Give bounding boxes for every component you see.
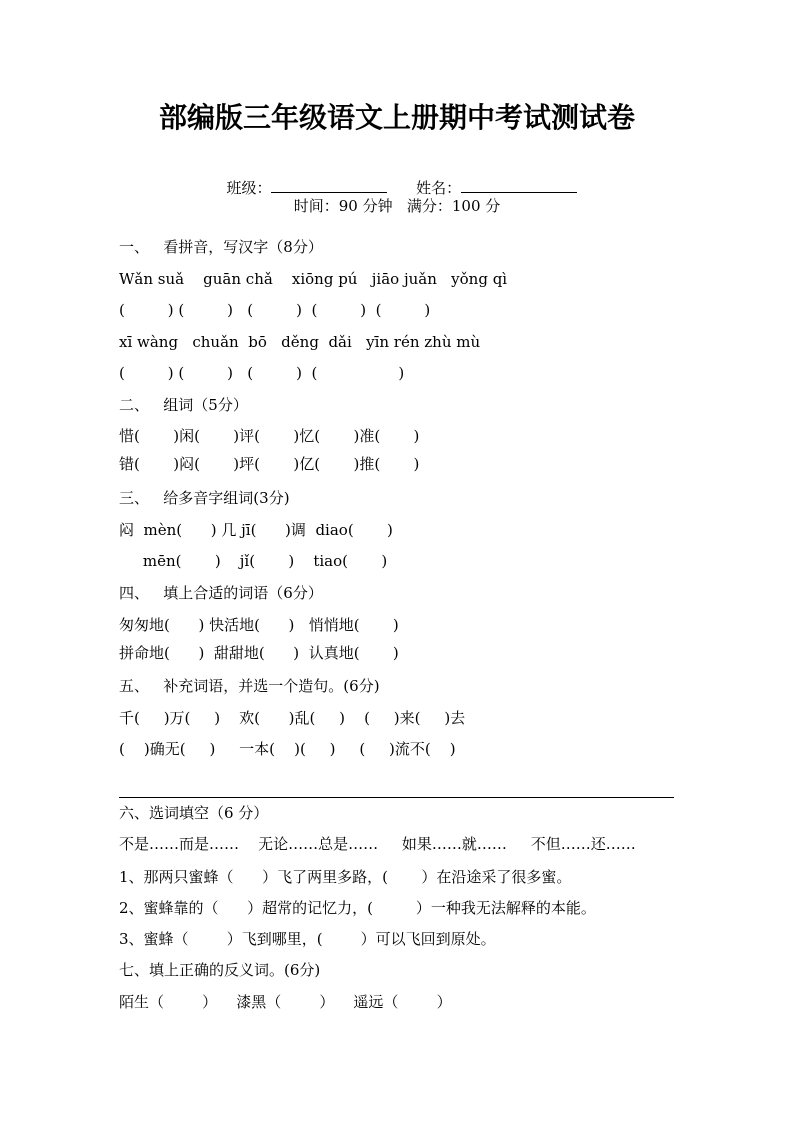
section-6-question-1[interactable]: 1、那两只蜜蜂（ ）飞了两里多路，( ）在沿途采了很多蜜。 [119,868,572,886]
page-title: 部编版三年级语文上册期中考试测试卷 [158,101,635,134]
sentence-writing-line[interactable] [119,797,674,798]
section-3-row-2[interactable]: mēn( ) jǐ( ) tiao( ) [119,552,388,570]
section-1-blank-row-1[interactable]: ( ) ( ) ( ) ( ) ( ) [119,301,431,319]
section-1-pinyin-row-2: xī wàng chuǎn bō děng dǎi yīn rén zhù mù [119,333,481,351]
section-3-row-1[interactable]: 闷 mèn( ) 几 jī( )调 diao( ) [119,521,393,539]
student-info-line [0,160,794,197]
section-1-pinyin-row-1: Wǎn suǎ guān chǎ xiōng pú jiāo juǎn yǒng qì [119,270,508,288]
class-blank[interactable] [271,178,387,193]
section-6-question-3[interactable]: 3、蜜蜂（ ）飞到哪里，( ）可以飞回到原处。 [119,930,496,948]
section-6-heading: 六、选词填空（6 分） [119,804,269,822]
class-label: 班级： [226,179,272,197]
section-4-heading: 四、 填上合适的词语（6分） [119,584,323,602]
section-4-row-1[interactable]: 匆匆地( ) 快活地( ) 悄悄地( ) [119,616,399,634]
section-3-heading: 三、 给多音字组词(3分) [119,489,290,507]
section-2-heading: 二、 组词（5分） [119,396,248,414]
section-6-options: 不是……而是…… 无论……总是…… 如果……就…… 不但……还…… [119,835,636,853]
section-5-heading: 五、 补充词语，并选一个造句。(6分) [119,677,380,695]
section-2-row-2[interactable]: 错( )闷( )坪( )亿( )推( ) [119,455,420,473]
section-2-row-1[interactable]: 惜( )闲( )评( )忆( )准( ) [119,427,420,445]
section-5-row-1[interactable]: 千( )万( ) 欢( )乱( ) ( )来( )去 [119,709,466,727]
section-7-heading: 七、填上正确的反义词。(6分) [119,961,321,979]
section-1-heading: 一、 看拼音，写汉字（8分） [119,238,323,256]
section-6-question-2[interactable]: 2、蜜蜂靠的（ ）超常的记忆力，( ）一种我无法解释的本能。 [119,899,596,917]
name-blank[interactable] [461,178,577,193]
section-4-row-2[interactable]: 拼命地( ) 甜甜地( ) 认真地( ) [119,644,399,662]
section-1-blank-row-2[interactable]: ( ) ( ) ( ) ( ) [119,364,405,382]
time-score-line: 时间：90 分钟 满分：100 分 [293,197,501,215]
section-5-row-2[interactable]: ( )确无( ) 一本( )( ) ( )流不( ) [119,740,456,758]
section-7-row-1[interactable]: 陌生（ ） 漆黑（ ） 遥远（ ） [119,993,452,1011]
name-label: 姓名： [416,179,462,197]
